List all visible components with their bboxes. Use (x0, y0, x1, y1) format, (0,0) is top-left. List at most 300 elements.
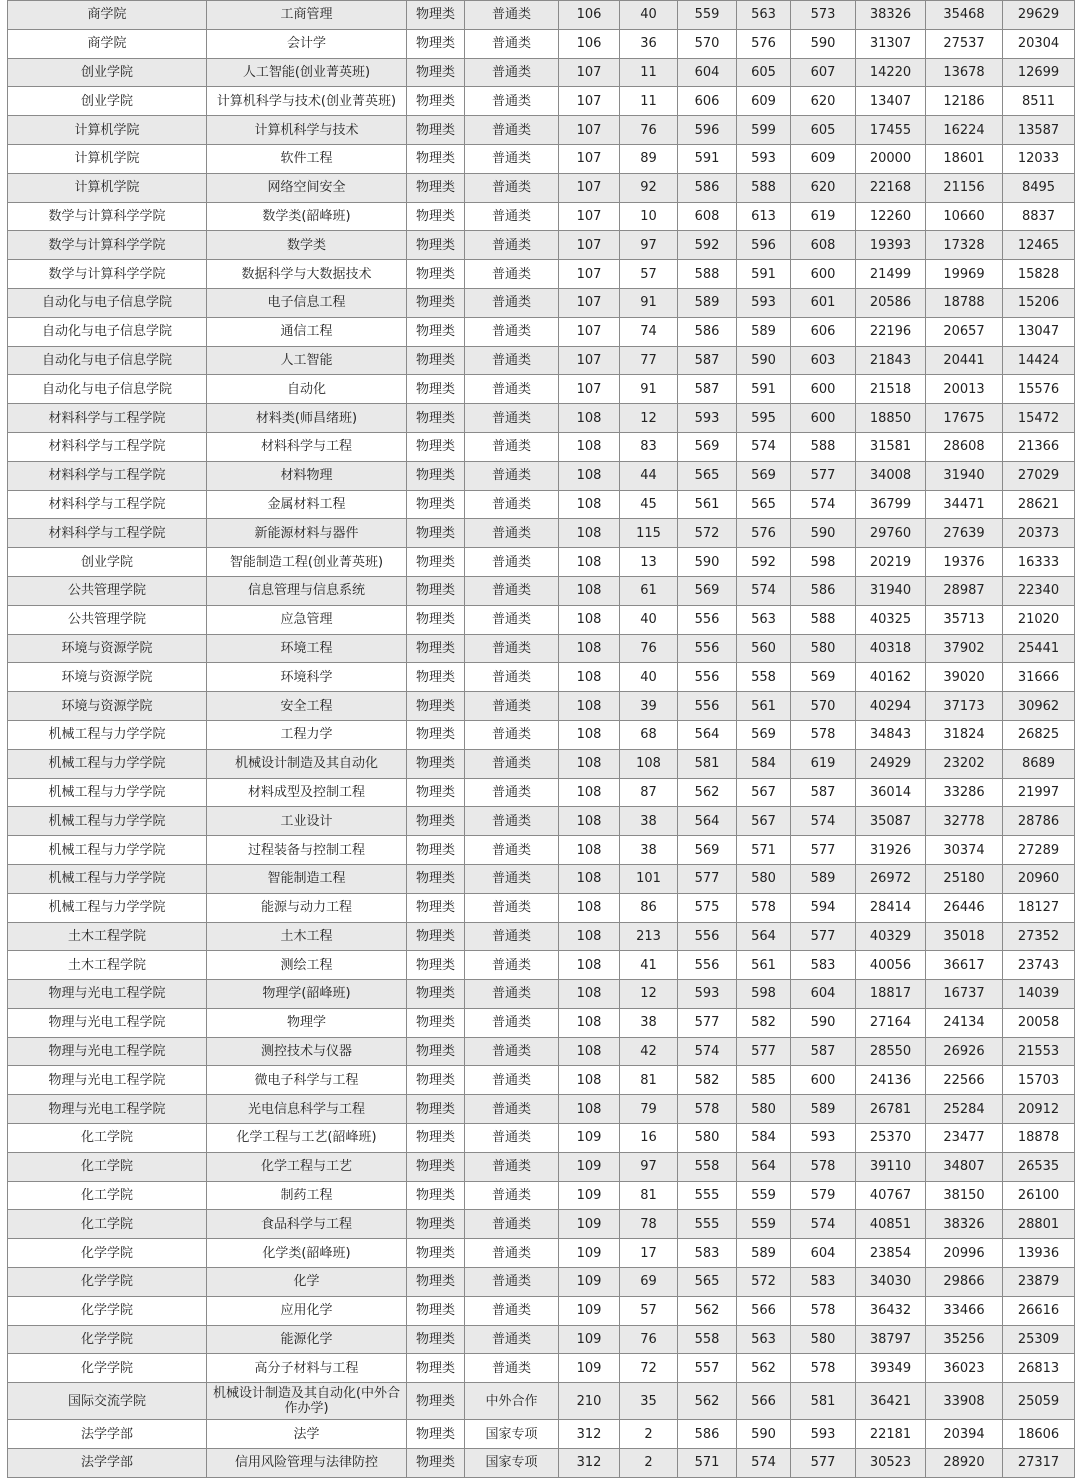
min-score-cell: 556 (678, 634, 737, 663)
max-rank-cell: 28786 (1003, 807, 1075, 836)
min-score-cell: 590 (678, 548, 737, 577)
min-score-cell: 581 (678, 749, 737, 778)
major-cell: 信息管理与信息系统 (207, 576, 407, 605)
subject-category-cell: 物理类 (407, 1124, 465, 1153)
admission-type-cell: 普通类 (465, 1268, 559, 1297)
max-score-cell: 587 (791, 1037, 856, 1066)
admission-type-cell: 普通类 (465, 1210, 559, 1239)
min-rank-cell: 18850 (856, 404, 926, 433)
major-cell: 计算机科学与技术 (207, 116, 407, 145)
admission-type-cell: 普通类 (465, 1181, 559, 1210)
plan-count-cell: 57 (620, 1296, 678, 1325)
max-score-cell: 578 (791, 1152, 856, 1181)
subject-category-cell: 物理类 (407, 173, 465, 202)
max-score-cell: 573 (791, 1, 856, 30)
group-code-cell: 109 (559, 1181, 620, 1210)
plan-count-cell: 35 (620, 1383, 678, 1420)
table-row (8, 1066, 1075, 1095)
table-row (8, 980, 1075, 1009)
admission-type-cell: 普通类 (465, 1095, 559, 1124)
min-rank-cell: 20219 (856, 548, 926, 577)
group-code-cell: 108 (559, 663, 620, 692)
avg-score-cell: 569 (737, 461, 791, 490)
avg-score-cell: 567 (737, 807, 791, 836)
subject-category-cell: 物理类 (407, 1008, 465, 1037)
college-cell: 商学院 (8, 29, 207, 58)
max-rank-cell: 20304 (1003, 29, 1075, 58)
major-cell: 会计学 (207, 29, 407, 58)
max-score-cell: 569 (791, 663, 856, 692)
admission-type-cell: 普通类 (465, 893, 559, 922)
major-cell: 金属材料工程 (207, 490, 407, 519)
min-rank-cell: 35087 (856, 807, 926, 836)
min-score-cell: 570 (678, 29, 737, 58)
max-score-cell: 587 (791, 778, 856, 807)
max-score-cell: 601 (791, 288, 856, 317)
avg-rank-cell: 16224 (926, 116, 1003, 145)
subject-category-cell: 物理类 (407, 749, 465, 778)
avg-rank-cell: 26926 (926, 1037, 1003, 1066)
subject-category-cell: 物理类 (407, 951, 465, 980)
avg-rank-cell: 39020 (926, 663, 1003, 692)
table-row (8, 1181, 1075, 1210)
plan-count-cell: 76 (620, 116, 678, 145)
avg-rank-cell: 23202 (926, 749, 1003, 778)
avg-score-cell: 561 (737, 951, 791, 980)
table-row (8, 749, 1075, 778)
plan-count-cell: 78 (620, 1210, 678, 1239)
college-cell: 材料科学与工程学院 (8, 490, 207, 519)
max-rank-cell: 27029 (1003, 461, 1075, 490)
min-score-cell: 562 (678, 778, 737, 807)
avg-rank-cell: 38326 (926, 1210, 1003, 1239)
avg-score-cell: 605 (737, 58, 791, 87)
max-score-cell: 603 (791, 346, 856, 375)
major-cell: 数学类 (207, 231, 407, 260)
subject-category-cell: 物理类 (407, 1325, 465, 1354)
max-score-cell: 600 (791, 404, 856, 433)
min-score-cell: 569 (678, 432, 737, 461)
subject-category-cell: 物理类 (407, 778, 465, 807)
min-rank-cell: 31581 (856, 432, 926, 461)
min-score-cell: 604 (678, 58, 737, 87)
subject-category-cell: 物理类 (407, 1354, 465, 1383)
plan-count-cell: 13 (620, 548, 678, 577)
college-cell: 自动化与电子信息学院 (8, 375, 207, 404)
min-score-cell: 569 (678, 836, 737, 865)
college-cell: 自动化与电子信息学院 (8, 288, 207, 317)
admission-type-cell: 普通类 (465, 1354, 559, 1383)
major-cell: 化学 (207, 1268, 407, 1297)
major-cell: 能源化学 (207, 1325, 407, 1354)
min-rank-cell: 38326 (856, 1, 926, 30)
avg-score-cell: 563 (737, 1, 791, 30)
admission-type-cell: 普通类 (465, 1152, 559, 1181)
max-score-cell: 579 (791, 1181, 856, 1210)
college-cell: 土木工程学院 (8, 922, 207, 951)
major-cell: 工程力学 (207, 720, 407, 749)
table-body (8, 1, 1075, 1478)
avg-rank-cell: 17675 (926, 404, 1003, 433)
max-score-cell: 593 (791, 1420, 856, 1449)
max-rank-cell: 20058 (1003, 1008, 1075, 1037)
min-rank-cell: 40325 (856, 605, 926, 634)
max-score-cell: 580 (791, 634, 856, 663)
avg-score-cell: 574 (737, 432, 791, 461)
college-cell: 机械工程与力学学院 (8, 864, 207, 893)
avg-score-cell: 590 (737, 346, 791, 375)
min-rank-cell: 26781 (856, 1095, 926, 1124)
admission-type-cell: 普通类 (465, 202, 559, 231)
college-cell: 创业学院 (8, 87, 207, 116)
major-cell: 新能源材料与器件 (207, 519, 407, 548)
group-code-cell: 107 (559, 260, 620, 289)
subject-category-cell: 物理类 (407, 317, 465, 346)
group-code-cell: 108 (559, 893, 620, 922)
max-rank-cell: 8511 (1003, 87, 1075, 116)
group-code-cell: 108 (559, 634, 620, 663)
table-row (8, 317, 1075, 346)
min-score-cell: 577 (678, 864, 737, 893)
subject-category-cell: 物理类 (407, 1239, 465, 1268)
group-code-cell: 108 (559, 1037, 620, 1066)
major-cell: 机械设计制造及其自动化 (207, 749, 407, 778)
max-rank-cell: 22340 (1003, 576, 1075, 605)
avg-score-cell: 598 (737, 980, 791, 1009)
max-rank-cell: 14424 (1003, 346, 1075, 375)
min-score-cell: 556 (678, 922, 737, 951)
college-cell: 物理与光电工程学院 (8, 1037, 207, 1066)
admission-type-cell: 普通类 (465, 864, 559, 893)
college-cell: 公共管理学院 (8, 576, 207, 605)
subject-category-cell: 物理类 (407, 692, 465, 721)
college-cell: 法学学部 (8, 1420, 207, 1449)
major-cell: 制药工程 (207, 1181, 407, 1210)
avg-rank-cell: 20996 (926, 1239, 1003, 1268)
college-cell: 化工学院 (8, 1124, 207, 1153)
avg-rank-cell: 36617 (926, 951, 1003, 980)
avg-rank-cell: 13678 (926, 58, 1003, 87)
min-score-cell: 578 (678, 1095, 737, 1124)
college-cell: 化工学院 (8, 1181, 207, 1210)
college-cell: 材料科学与工程学院 (8, 519, 207, 548)
subject-category-cell: 物理类 (407, 893, 465, 922)
admission-type-cell: 普通类 (465, 87, 559, 116)
avg-rank-cell: 10660 (926, 202, 1003, 231)
min-score-cell: 569 (678, 576, 737, 605)
subject-category-cell: 物理类 (407, 605, 465, 634)
subject-category-cell: 物理类 (407, 1066, 465, 1095)
college-cell: 环境与资源学院 (8, 663, 207, 692)
major-cell: 材料类(师昌绪班) (207, 404, 407, 433)
min-rank-cell: 36014 (856, 778, 926, 807)
table-row (8, 1124, 1075, 1153)
major-cell: 数据科学与大数据技术 (207, 260, 407, 289)
max-rank-cell: 18127 (1003, 893, 1075, 922)
avg-score-cell: 566 (737, 1383, 791, 1420)
plan-count-cell: 72 (620, 1354, 678, 1383)
subject-category-cell: 物理类 (407, 29, 465, 58)
admission-type-cell: 普通类 (465, 116, 559, 145)
subject-category-cell: 物理类 (407, 1449, 465, 1478)
college-cell: 机械工程与力学学院 (8, 807, 207, 836)
table-row (8, 1296, 1075, 1325)
plan-count-cell: 38 (620, 836, 678, 865)
table-row (8, 1210, 1075, 1239)
max-rank-cell: 13936 (1003, 1239, 1075, 1268)
avg-score-cell: 596 (737, 231, 791, 260)
plan-count-cell: 86 (620, 893, 678, 922)
avg-rank-cell: 25284 (926, 1095, 1003, 1124)
group-code-cell: 109 (559, 1124, 620, 1153)
max-rank-cell: 28801 (1003, 1210, 1075, 1239)
plan-count-cell: 40 (620, 1, 678, 30)
avg-score-cell: 582 (737, 1008, 791, 1037)
min-score-cell: 593 (678, 404, 737, 433)
max-score-cell: 588 (791, 605, 856, 634)
table-row (8, 922, 1075, 951)
min-rank-cell: 22196 (856, 317, 926, 346)
min-score-cell: 564 (678, 720, 737, 749)
max-score-cell: 578 (791, 1354, 856, 1383)
plan-count-cell: 2 (620, 1449, 678, 1478)
subject-category-cell: 物理类 (407, 836, 465, 865)
avg-rank-cell: 20441 (926, 346, 1003, 375)
college-cell: 化学学院 (8, 1239, 207, 1268)
group-code-cell: 108 (559, 432, 620, 461)
admission-type-cell: 普通类 (465, 260, 559, 289)
plan-count-cell: 41 (620, 951, 678, 980)
plan-count-cell: 89 (620, 144, 678, 173)
avg-score-cell: 576 (737, 519, 791, 548)
avg-rank-cell: 20394 (926, 1420, 1003, 1449)
subject-category-cell: 物理类 (407, 1037, 465, 1066)
subject-category-cell: 物理类 (407, 87, 465, 116)
max-score-cell: 581 (791, 1383, 856, 1420)
plan-count-cell: 42 (620, 1037, 678, 1066)
major-cell: 应用化学 (207, 1296, 407, 1325)
min-score-cell: 587 (678, 375, 737, 404)
max-rank-cell: 8689 (1003, 749, 1075, 778)
max-rank-cell: 21553 (1003, 1037, 1075, 1066)
table-row (8, 1383, 1075, 1420)
max-score-cell: 583 (791, 951, 856, 980)
major-cell: 信用风险管理与法律防控 (207, 1449, 407, 1478)
max-rank-cell: 21366 (1003, 432, 1075, 461)
plan-count-cell: 68 (620, 720, 678, 749)
subject-category-cell: 物理类 (407, 1296, 465, 1325)
plan-count-cell: 81 (620, 1066, 678, 1095)
table-row (8, 605, 1075, 634)
major-cell: 测控技术与仪器 (207, 1037, 407, 1066)
max-score-cell: 577 (791, 461, 856, 490)
avg-rank-cell: 29866 (926, 1268, 1003, 1297)
table-row (8, 288, 1075, 317)
major-cell: 人工智能 (207, 346, 407, 375)
subject-category-cell: 物理类 (407, 375, 465, 404)
max-rank-cell: 20960 (1003, 864, 1075, 893)
avg-rank-cell: 35713 (926, 605, 1003, 634)
subject-category-cell: 物理类 (407, 461, 465, 490)
admission-type-cell: 普通类 (465, 922, 559, 951)
max-score-cell: 606 (791, 317, 856, 346)
admission-score-table (7, 0, 1075, 1478)
min-score-cell: 571 (678, 1449, 737, 1478)
group-code-cell: 107 (559, 58, 620, 87)
college-cell: 环境与资源学院 (8, 634, 207, 663)
group-code-cell: 108 (559, 836, 620, 865)
admission-type-cell: 普通类 (465, 144, 559, 173)
min-score-cell: 575 (678, 893, 737, 922)
subject-category-cell: 物理类 (407, 1152, 465, 1181)
subject-category-cell: 物理类 (407, 432, 465, 461)
table-row (8, 576, 1075, 605)
major-cell: 高分子材料与工程 (207, 1354, 407, 1383)
max-score-cell: 580 (791, 1325, 856, 1354)
table-row (8, 1095, 1075, 1124)
plan-count-cell: 57 (620, 260, 678, 289)
major-cell: 环境工程 (207, 634, 407, 663)
group-code-cell: 108 (559, 807, 620, 836)
avg-score-cell: 576 (737, 29, 791, 58)
min-score-cell: 577 (678, 1008, 737, 1037)
admission-type-cell: 普通类 (465, 346, 559, 375)
admission-type-cell: 普通类 (465, 548, 559, 577)
group-code-cell: 107 (559, 202, 620, 231)
subject-category-cell: 物理类 (407, 519, 465, 548)
major-cell: 材料成型及控制工程 (207, 778, 407, 807)
min-rank-cell: 40329 (856, 922, 926, 951)
avg-score-cell: 613 (737, 202, 791, 231)
min-rank-cell: 30523 (856, 1449, 926, 1478)
table-row (8, 951, 1075, 980)
subject-category-cell: 物理类 (407, 202, 465, 231)
min-rank-cell: 40162 (856, 663, 926, 692)
major-cell: 数学类(韶峰班) (207, 202, 407, 231)
admission-type-cell: 普通类 (465, 1124, 559, 1153)
max-rank-cell: 26825 (1003, 720, 1075, 749)
plan-count-cell: 10 (620, 202, 678, 231)
min-score-cell: 559 (678, 1, 737, 30)
avg-rank-cell: 37902 (926, 634, 1003, 663)
plan-count-cell: 92 (620, 173, 678, 202)
group-code-cell: 108 (559, 720, 620, 749)
plan-count-cell: 40 (620, 605, 678, 634)
avg-score-cell: 563 (737, 605, 791, 634)
max-score-cell: 607 (791, 58, 856, 87)
college-cell: 数学与计算科学学院 (8, 202, 207, 231)
college-cell: 化学学院 (8, 1296, 207, 1325)
group-code-cell: 108 (559, 490, 620, 519)
plan-count-cell: 115 (620, 519, 678, 548)
avg-score-cell: 567 (737, 778, 791, 807)
subject-category-cell: 物理类 (407, 144, 465, 173)
avg-rank-cell: 18788 (926, 288, 1003, 317)
min-score-cell: 555 (678, 1181, 737, 1210)
min-rank-cell: 14220 (856, 58, 926, 87)
college-cell: 创业学院 (8, 548, 207, 577)
major-cell: 人工智能(创业菁英班) (207, 58, 407, 87)
avg-score-cell: 565 (737, 490, 791, 519)
college-cell: 土木工程学院 (8, 951, 207, 980)
max-score-cell: 620 (791, 87, 856, 116)
avg-rank-cell: 27537 (926, 29, 1003, 58)
group-code-cell: 210 (559, 1383, 620, 1420)
max-score-cell: 604 (791, 1239, 856, 1268)
min-score-cell: 587 (678, 346, 737, 375)
min-score-cell: 582 (678, 1066, 737, 1095)
avg-score-cell: 563 (737, 1325, 791, 1354)
min-score-cell: 558 (678, 1325, 737, 1354)
college-cell: 机械工程与力学学院 (8, 749, 207, 778)
avg-rank-cell: 35018 (926, 922, 1003, 951)
table-row (8, 1268, 1075, 1297)
table-row (8, 1, 1075, 30)
major-cell: 网络空间安全 (207, 173, 407, 202)
major-cell: 土木工程 (207, 922, 407, 951)
major-cell: 智能制造工程 (207, 864, 407, 893)
college-cell: 自动化与电子信息学院 (8, 346, 207, 375)
subject-category-cell: 物理类 (407, 548, 465, 577)
max-rank-cell: 27352 (1003, 922, 1075, 951)
admission-type-cell: 国家专项 (465, 1449, 559, 1478)
min-score-cell: 565 (678, 461, 737, 490)
admission-type-cell: 普通类 (465, 634, 559, 663)
college-cell: 化工学院 (8, 1210, 207, 1239)
max-score-cell: 604 (791, 980, 856, 1009)
max-rank-cell: 29629 (1003, 1, 1075, 30)
major-cell: 应急管理 (207, 605, 407, 634)
min-rank-cell: 18817 (856, 980, 926, 1009)
avg-rank-cell: 26446 (926, 893, 1003, 922)
min-rank-cell: 17455 (856, 116, 926, 145)
avg-rank-cell: 38150 (926, 1181, 1003, 1210)
table-row (8, 1008, 1075, 1037)
max-score-cell: 619 (791, 749, 856, 778)
min-score-cell: 583 (678, 1239, 737, 1268)
avg-rank-cell: 19969 (926, 260, 1003, 289)
group-code-cell: 109 (559, 1268, 620, 1297)
avg-score-cell: 589 (737, 317, 791, 346)
min-score-cell: 586 (678, 173, 737, 202)
min-score-cell: 588 (678, 260, 737, 289)
avg-score-cell: 591 (737, 260, 791, 289)
avg-score-cell: 560 (737, 634, 791, 663)
table-row (8, 375, 1075, 404)
major-cell: 材料科学与工程 (207, 432, 407, 461)
subject-category-cell: 物理类 (407, 58, 465, 87)
major-cell: 食品科学与工程 (207, 1210, 407, 1239)
plan-count-cell: 40 (620, 663, 678, 692)
min-score-cell: 592 (678, 231, 737, 260)
admission-type-cell: 普通类 (465, 605, 559, 634)
admission-type-cell: 普通类 (465, 720, 559, 749)
subject-category-cell: 物理类 (407, 980, 465, 1009)
avg-rank-cell: 12186 (926, 87, 1003, 116)
admission-type-cell: 普通类 (465, 1296, 559, 1325)
max-rank-cell: 15828 (1003, 260, 1075, 289)
college-cell: 数学与计算科学学院 (8, 260, 207, 289)
group-code-cell: 108 (559, 749, 620, 778)
college-cell: 国际交流学院 (8, 1383, 207, 1420)
group-code-cell: 107 (559, 317, 620, 346)
group-code-cell: 107 (559, 87, 620, 116)
admission-type-cell: 普通类 (465, 288, 559, 317)
major-cell: 过程装备与控制工程 (207, 836, 407, 865)
college-cell: 公共管理学院 (8, 605, 207, 634)
table-row (8, 1354, 1075, 1383)
group-code-cell: 109 (559, 1210, 620, 1239)
